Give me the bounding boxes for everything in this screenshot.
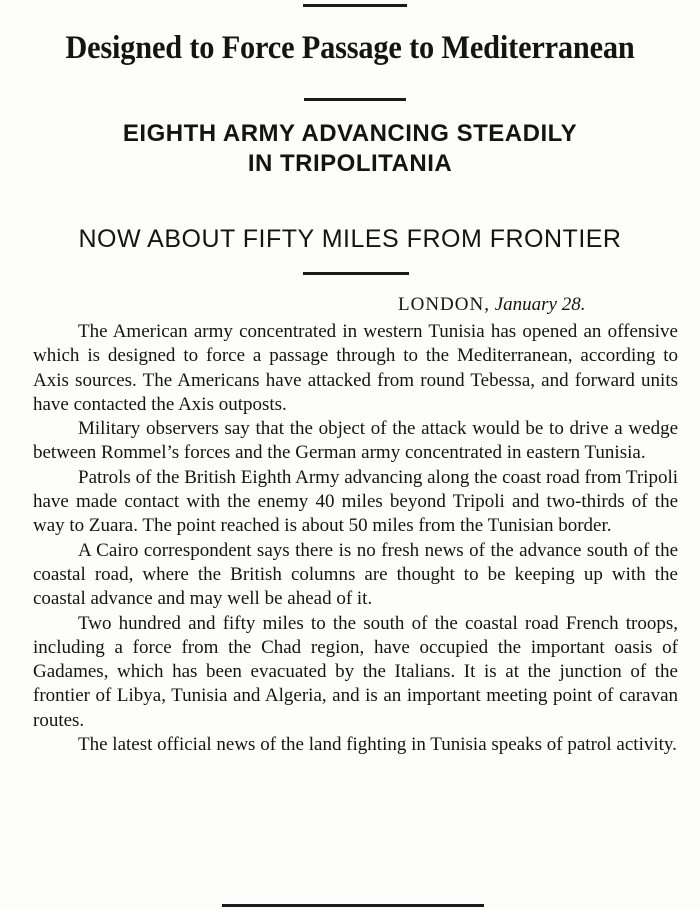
dateline — [398, 294, 585, 316]
article-paragraph: The latest official news of the land fighting in Tunisia speaks of patrol activity. — [78, 734, 677, 756]
article-paragraph: Two hundred and fifty miles to the south of the coastal road French troops, including a force from the Chad region, have occupied the important oasis of Gadames, which has been evacuated by the Italians. It is at the junction of the frontier of Libya, Tunisia and Algeria, and is an important meeting point of caravan routes. — [33, 612, 678, 731]
subheadline-line-2: IN TRIPOLITANIA — [247, 150, 453, 177]
article-paragraph: A Cairo correspondent says there is no fresh news of the advance south of the coastal road, where the British columns are thought to be keeping up with the coastal advance and may well be ahead of it. — [33, 539, 678, 610]
divider-rule-2 — [303, 272, 409, 275]
divider-rule-1 — [304, 98, 406, 101]
dateline-date: January 28. — [494, 294, 586, 315]
article-body — [33, 320, 678, 757]
main-headline: Designed to Force Passage to Mediterranean — [65, 30, 635, 66]
tertiary-headline: NOW ABOUT FIFTY MILES FROM FRONTIER — [78, 225, 622, 253]
subheadline-line-1: EIGHTH ARMY ADVANCING STEADILY — [122, 120, 578, 147]
top-rule — [303, 4, 407, 7]
dateline-city: LONDON, — [398, 294, 490, 315]
article-paragraph: Military observers say that the object of the attack would be to drive a wedge between Rommel’s forces and the German army concentrated in eastern Tunisia. — [33, 418, 678, 464]
bottom-rule — [222, 904, 484, 907]
article-paragraph: Patrols of the British Eighth Army advancing along the coast road from Tripoli have made contact with the enemy 40 miles beyond Tripoli and two-thirds of the way to Zuara. The point reached is about 50 miles from the Tunisian border. — [33, 466, 678, 537]
article-paragraph: The American army concentrated in western Tunisia has opened an offensive which is designed to force a passage through to the Mediterranean, according to Axis sources. The Americans have attacked from round Tebessa, and forward units have contacted the Axis outposts. — [33, 321, 678, 415]
